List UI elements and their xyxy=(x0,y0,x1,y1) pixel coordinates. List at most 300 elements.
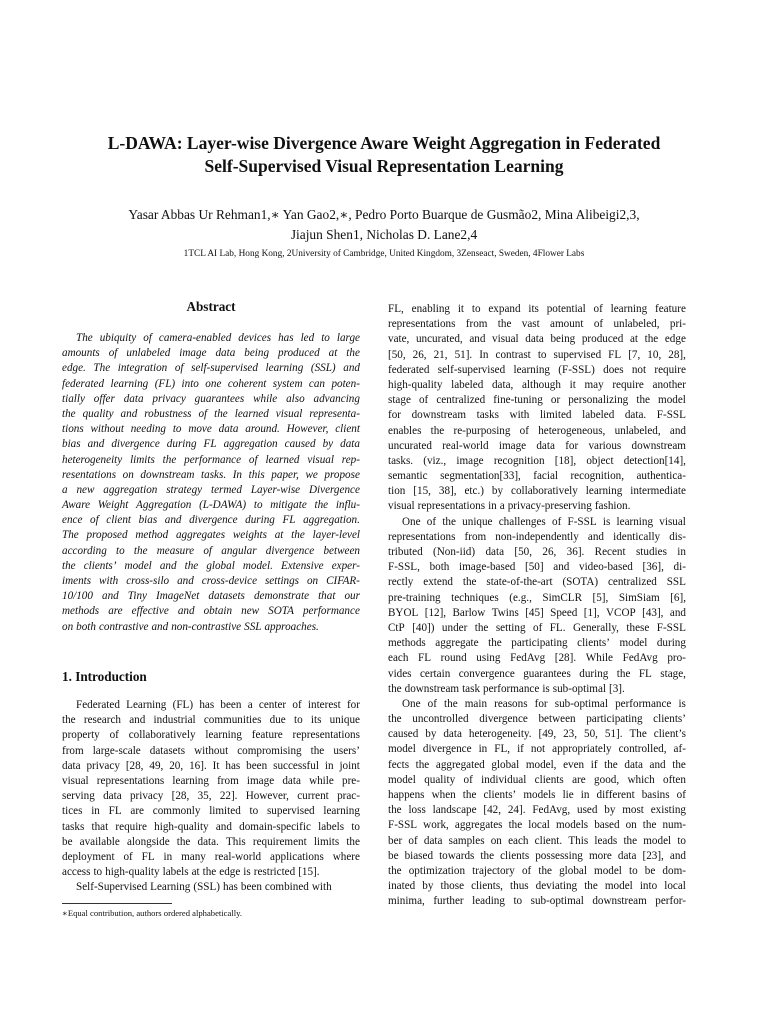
word: amount xyxy=(550,318,584,331)
word: the xyxy=(623,834,638,847)
word: reasons xyxy=(494,697,528,710)
word: 10/100 xyxy=(62,590,93,603)
word: model xyxy=(124,559,152,572)
text-line xyxy=(388,788,686,803)
word: where xyxy=(332,850,360,863)
word: (SOTA) xyxy=(562,576,599,589)
word: CtP xyxy=(388,621,405,634)
word: even xyxy=(563,758,585,771)
text-line xyxy=(62,835,360,850)
word: both xyxy=(76,620,96,633)
word: vides xyxy=(388,667,412,680)
word: a xyxy=(247,699,253,711)
word: 36]. xyxy=(566,546,585,558)
word: and xyxy=(669,606,686,619)
word: it xyxy=(457,303,465,315)
word: F-SSL xyxy=(656,621,686,634)
section-heading-introduction: 1. Introduction xyxy=(62,669,147,684)
word: pri- xyxy=(669,318,686,331)
word: integration xyxy=(117,362,168,375)
word: is xyxy=(243,866,251,879)
abstract-body xyxy=(62,331,360,635)
word: termed xyxy=(211,483,242,496)
word: based xyxy=(594,819,620,832)
word: Federated xyxy=(76,699,120,711)
word: current xyxy=(297,790,329,803)
word: ence xyxy=(62,514,83,527)
word: clients xyxy=(500,849,530,862)
text-line xyxy=(62,559,360,574)
word: without xyxy=(90,423,124,436)
text-line xyxy=(62,804,360,819)
word: sub-optimal xyxy=(554,697,608,710)
word: and xyxy=(129,714,146,727)
word: Learning xyxy=(150,881,191,894)
word: Aggregation xyxy=(136,499,192,512)
word: object xyxy=(586,454,614,467)
text-line xyxy=(62,468,360,483)
word: F-SSL xyxy=(567,515,597,528)
word: model xyxy=(604,880,633,893)
word: learning xyxy=(513,363,550,376)
word: commonly xyxy=(152,805,201,818)
word: and xyxy=(469,333,486,346)
word: tasks xyxy=(476,409,499,422)
word: FL. xyxy=(549,621,566,634)
word: of xyxy=(427,697,437,710)
word: controlled, xyxy=(618,743,667,756)
word: exper- xyxy=(331,559,360,572)
word: F-SSL, xyxy=(388,561,420,574)
word: more xyxy=(588,849,612,862)
word: data xyxy=(282,774,301,787)
word: This xyxy=(225,835,246,848)
word: labeled xyxy=(451,378,484,391)
text-line xyxy=(388,864,686,879)
word: further xyxy=(433,895,464,908)
word: of xyxy=(109,729,119,742)
text-line xyxy=(388,515,686,530)
word: quality xyxy=(424,773,456,786)
word: the xyxy=(176,835,191,848)
word: fects xyxy=(388,758,410,771)
text-line xyxy=(388,894,686,909)
word: produced xyxy=(278,347,320,360)
word: by xyxy=(604,804,616,817)
word: high-quality xyxy=(388,378,443,391)
word: happens xyxy=(388,789,425,801)
word: move xyxy=(188,423,212,436)
word: by xyxy=(425,728,437,741)
word: [40]) xyxy=(412,621,435,634)
word: by xyxy=(322,438,334,451)
word: been xyxy=(220,699,242,711)
word: contrast xyxy=(495,348,531,361)
word: segmentation[33], xyxy=(440,470,521,483)
text-line xyxy=(388,393,686,408)
text-line xyxy=(388,545,686,560)
word: BYOL xyxy=(388,606,419,619)
word: representations xyxy=(96,774,165,787)
word: Learning xyxy=(126,699,167,711)
word: a xyxy=(499,500,505,513)
word: data xyxy=(624,758,643,771)
word: (SSL) xyxy=(310,362,336,375)
word: Speed xyxy=(550,606,578,619)
word: offer xyxy=(93,392,115,405)
word: system xyxy=(272,377,303,390)
word: with xyxy=(311,881,332,894)
word: [36], xyxy=(642,561,664,574)
word: and xyxy=(159,559,177,572)
text-line xyxy=(62,789,360,804)
word: model xyxy=(388,773,416,786)
word: its xyxy=(310,714,322,727)
word: also xyxy=(286,392,305,405)
word: deployment xyxy=(62,850,115,863)
word: re-purposing xyxy=(453,424,511,437)
word: image-based xyxy=(459,561,516,574)
word: appropriately xyxy=(552,743,612,756)
word: to xyxy=(537,348,547,361)
word: of xyxy=(90,514,99,527)
word: visual xyxy=(307,453,334,466)
word: data xyxy=(62,759,81,772)
word: and xyxy=(120,407,138,420)
text-line xyxy=(388,530,686,545)
word: limited xyxy=(209,805,241,818)
word: fashion. xyxy=(594,500,631,513)
word: visual xyxy=(275,407,303,420)
word: work, xyxy=(423,819,449,832)
word: learning xyxy=(205,729,242,742)
word: 16]. xyxy=(189,759,207,772)
text-line xyxy=(388,439,686,454)
word: [1], xyxy=(583,606,600,619)
word: access xyxy=(62,866,91,879)
word: detection[14], xyxy=(623,454,686,467)
word: to xyxy=(513,895,523,908)
word: data xyxy=(443,728,462,741)
word: influ- xyxy=(335,499,360,512)
word: The xyxy=(629,728,647,741)
word: [49, xyxy=(538,728,557,741)
word: (e.g., xyxy=(509,591,532,604)
word: 26, xyxy=(412,348,427,361)
word: client xyxy=(335,423,360,436)
word: self-supervised xyxy=(437,363,506,376)
word: on xyxy=(490,834,502,847)
text-line xyxy=(388,606,686,621)
word: to xyxy=(471,303,481,315)
word: SSL xyxy=(666,576,686,589)
text-line xyxy=(62,407,360,422)
text-line xyxy=(62,377,360,392)
word: the xyxy=(644,333,659,346)
word: large xyxy=(336,332,360,344)
word: Twins xyxy=(491,606,519,619)
word: representations xyxy=(388,318,456,331)
word: the xyxy=(636,394,650,407)
word: around. xyxy=(245,423,280,436)
word: when xyxy=(431,789,456,801)
word: from xyxy=(465,318,488,331)
word: datasets xyxy=(149,744,186,757)
word: to xyxy=(116,544,125,557)
word: learned xyxy=(234,407,269,420)
word: at xyxy=(629,333,638,346)
word: although xyxy=(521,378,561,391)
word: due xyxy=(269,714,286,727)
word: with xyxy=(99,575,119,587)
word: in xyxy=(163,850,173,863)
authors-line-1: Yasar Abbas Ur Rehman1,∗ Yan Gao2,∗, Pedro Porto Buarque de Gusmão2, Mina Alibeigi2,3, xyxy=(128,207,640,222)
word: [28, xyxy=(171,790,190,803)
text-line xyxy=(388,879,686,894)
word: participating xyxy=(586,713,643,726)
word: aggregate xyxy=(435,637,479,650)
word: the xyxy=(162,453,177,466)
word: Layer-wise xyxy=(250,483,301,496)
text-line xyxy=(388,849,686,864)
word: and xyxy=(343,362,360,375)
text-line xyxy=(388,803,686,818)
word: labels xyxy=(162,866,189,879)
word: advancing xyxy=(313,392,360,405)
word: uncurated, xyxy=(415,333,463,346)
word: compromising xyxy=(237,744,302,757)
word: at xyxy=(274,529,284,542)
word: clients’ xyxy=(83,559,117,572)
word: limits xyxy=(130,453,155,466)
word: supervised xyxy=(266,805,315,818)
word: clients’ xyxy=(483,789,517,801)
word: to xyxy=(253,499,263,512)
word: demonstrate xyxy=(253,590,310,603)
word: Recent xyxy=(594,546,626,558)
word: One xyxy=(402,515,421,528)
word: tially xyxy=(62,392,85,405)
word: visual xyxy=(492,333,519,346)
word: divergence xyxy=(479,713,528,726)
word: require xyxy=(115,820,147,833)
footnote: ∗Equal contribution, authors ordered alphabetically. xyxy=(62,908,242,918)
word: aggregation. xyxy=(303,514,360,527)
word: large-scale xyxy=(92,744,141,757)
word: tices xyxy=(62,805,83,818)
word: has xyxy=(278,332,294,344)
word: robustness xyxy=(144,407,192,420)
word: in xyxy=(580,789,590,801)
word: This xyxy=(568,834,589,847)
word: industrial xyxy=(153,714,196,727)
word: layer-level xyxy=(312,529,360,542)
word: one xyxy=(205,377,222,390)
word: enables xyxy=(388,424,422,437)
word: [45] xyxy=(525,606,544,619)
word: client xyxy=(106,514,132,527)
word: labels xyxy=(318,820,345,833)
word: limited xyxy=(539,409,572,422)
text-line xyxy=(388,575,686,590)
word: these xyxy=(626,621,650,634)
word: aggregation xyxy=(223,438,278,451)
text-line xyxy=(388,378,686,393)
word: center xyxy=(258,699,287,711)
footnote-rule xyxy=(62,903,172,904)
word: inated xyxy=(388,880,416,893)
word: 23, xyxy=(563,728,578,741)
word: during xyxy=(166,438,197,451)
word: data xyxy=(536,439,555,452)
word: the xyxy=(184,559,199,572)
word: applications xyxy=(270,850,324,863)
word: and xyxy=(102,590,119,603)
word: image xyxy=(246,774,275,787)
affiliations: 1TCL AI Lab, Hong Kong, 2University of Cambridge, United Kingdom, 3Zenseact, Sweden, 4Flower Labs xyxy=(183,249,585,259)
word: F-SSL xyxy=(656,409,686,422)
word: clients, xyxy=(471,880,503,893)
word: the xyxy=(442,515,456,528)
word: users’ xyxy=(333,744,360,757)
word: downstream xyxy=(411,409,467,422)
word: main xyxy=(464,697,488,710)
word: at xyxy=(191,866,200,879)
word: model xyxy=(643,834,672,847)
word: joint xyxy=(339,759,360,772)
word: model xyxy=(658,394,686,407)
word: centralized xyxy=(607,576,657,589)
word: [15]. xyxy=(298,866,320,879)
text-line xyxy=(62,544,360,559)
word: data xyxy=(215,347,236,360)
text-line xyxy=(388,454,686,469)
word: obtain xyxy=(203,605,233,618)
text-line xyxy=(62,453,360,468)
word: the xyxy=(508,819,523,832)
word: by xyxy=(422,880,434,893)
word: the xyxy=(474,621,489,634)
word: certain xyxy=(419,667,451,680)
word: feature xyxy=(251,729,283,742)
text-line xyxy=(62,880,360,895)
word: [5], xyxy=(592,591,609,604)
word: [28]. xyxy=(554,652,577,665)
word: [43], xyxy=(642,606,664,619)
word: data xyxy=(103,790,122,803)
word: fine-tuning xyxy=(493,394,543,407)
word: stage, xyxy=(660,667,686,680)
word: Aware xyxy=(62,499,91,512)
word: privacy xyxy=(86,759,120,772)
text-line xyxy=(388,560,686,575)
author-list xyxy=(40,205,728,245)
text-line xyxy=(62,850,360,865)
word: the xyxy=(444,697,458,710)
word: the xyxy=(604,758,618,771)
word: ubiquity xyxy=(99,332,137,344)
word: successful xyxy=(273,759,319,772)
word: ber xyxy=(388,834,403,847)
word: possessing xyxy=(535,849,583,862)
text-line xyxy=(62,498,360,513)
word: [3]. xyxy=(609,682,625,695)
word: on xyxy=(122,468,134,481)
word: methods xyxy=(62,605,100,618)
word: each xyxy=(508,834,529,847)
word: are xyxy=(130,805,145,818)
word: the xyxy=(388,804,402,817)
word: round xyxy=(440,652,467,665)
word: etc.) xyxy=(464,485,484,498)
word: learning xyxy=(610,303,648,315)
word: most xyxy=(622,804,644,817)
word: 28], xyxy=(668,348,686,361)
word: of xyxy=(108,347,118,360)
word: sub-optimal xyxy=(552,682,606,695)
word: deviating xyxy=(535,880,578,893)
text-line xyxy=(388,742,686,757)
word: data xyxy=(525,333,544,346)
word: [42, xyxy=(483,804,502,817)
word: unlabeled, xyxy=(613,318,660,331)
word: FL xyxy=(608,348,622,361)
word: [50, xyxy=(514,546,533,558)
word: the xyxy=(310,744,325,757)
word: thus xyxy=(510,880,529,893)
text-line xyxy=(388,712,686,727)
word: representations xyxy=(292,729,360,742)
word: heterogeneous, xyxy=(538,424,606,437)
word: (viz., xyxy=(423,454,447,467)
word: CIFAR- xyxy=(326,575,360,587)
word: each xyxy=(388,652,409,665)
word: 21, xyxy=(433,348,448,361)
word: convergence xyxy=(458,667,515,680)
word: of xyxy=(143,332,152,344)
word: often xyxy=(663,773,686,786)
text-line xyxy=(62,774,360,789)
word: setting xyxy=(495,621,526,634)
word: extend xyxy=(423,576,453,589)
word: SSL xyxy=(244,620,262,633)
text-line xyxy=(62,437,360,452)
word: downstream xyxy=(631,439,686,452)
word: 26, xyxy=(542,546,557,558)
word: [50] xyxy=(525,561,544,574)
word: of xyxy=(552,515,562,528)
word: existing xyxy=(650,804,686,817)
word: of xyxy=(203,544,213,557)
word: of xyxy=(533,621,543,634)
word: VCOP xyxy=(605,606,636,619)
word: of xyxy=(426,515,437,528)
word: semantic xyxy=(388,470,428,483)
word: image xyxy=(179,347,207,360)
word: model xyxy=(388,743,416,756)
word: learning xyxy=(265,362,304,375)
word: high-quality xyxy=(105,866,160,879)
paper-title xyxy=(40,132,728,178)
word: the xyxy=(642,819,657,832)
word: that xyxy=(91,820,109,833)
word: are xyxy=(108,605,123,618)
word: unlabeled xyxy=(126,347,171,360)
word: tion xyxy=(388,485,406,498)
word: local xyxy=(528,819,550,832)
word: expand xyxy=(488,303,521,315)
word: being xyxy=(550,333,576,346)
